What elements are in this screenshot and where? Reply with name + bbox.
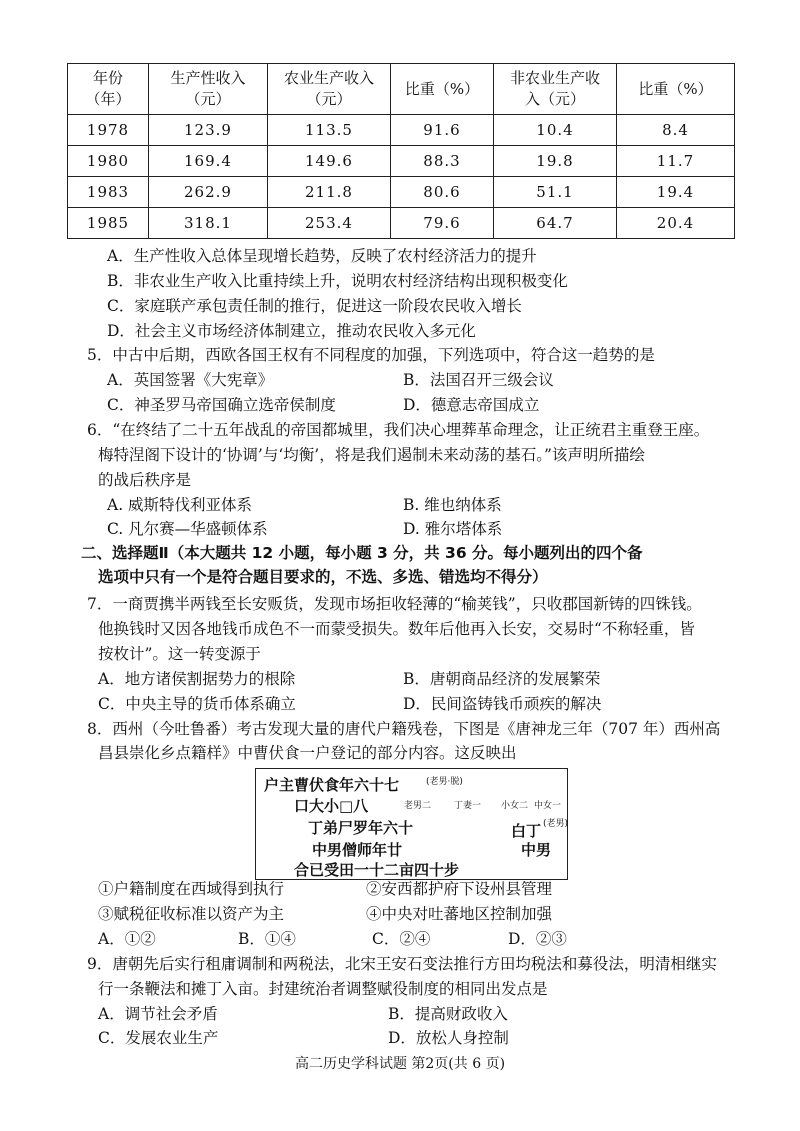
table-cell: 19.8 — [494, 146, 617, 177]
q8-option-c: C．②④ — [372, 930, 431, 948]
household-register-figure — [255, 768, 568, 880]
table-cell: 113.5 — [268, 115, 391, 146]
q8-option-b: B．①④ — [238, 930, 296, 948]
q6-stem-line-3: 的战后秩序是 — [98, 471, 192, 489]
table-cell: 11.7 — [617, 146, 735, 177]
q4-option-b: B．非农业生产收入比重持续上升，说明农村经济结构出现积极变化 — [107, 272, 568, 290]
table-cell: 318.1 — [149, 208, 268, 239]
q8-statement-1: ①户籍制度在西域得到执行 — [98, 880, 285, 898]
q8-option-a: A．①② — [98, 930, 156, 948]
register-householder: 户主曹伏食年六十七 — [264, 776, 400, 795]
table-row — [68, 208, 735, 239]
section-2-heading-line-1: 二、选择题Ⅱ（本大题共 12 小题，每小题 3 分，共 36 分。每小题列出的四个备 — [81, 544, 643, 562]
register-householder-note: (老男·脱) — [426, 777, 463, 788]
table-cell: 19.4 — [617, 177, 735, 208]
header-agri-share: 比重（%） — [391, 64, 494, 115]
register-note-old-men: 老男二 — [404, 801, 432, 812]
table-cell: 149.6 — [268, 146, 391, 177]
register-son: 中男僧师年廿 — [312, 840, 403, 859]
table-cell: 79.6 — [391, 208, 494, 239]
q8-stem-line-1: 8．西州（今吐鲁番）考古发现大量的唐代户籍残卷，下图是《唐神龙三年（707 年）西州高 — [87, 720, 721, 738]
q8-statement-3: ③赋税征收标准以资产为主 — [98, 905, 285, 923]
q7-stem-line-2: 他换钱时又因各地钱币成色不一而蒙受损失。数年后他再入长安，交易时“不称轻重，皆 — [98, 620, 695, 638]
register-brother-note: (老男) — [543, 819, 569, 830]
q6-option-a: A. 威斯特伐利亚体系 — [107, 496, 253, 514]
q9-option-d: D．放松人身控制 — [388, 1029, 509, 1047]
register-note-young-girls: 小女二 — [501, 801, 529, 812]
page-footer: 高二历史学科试题 第2页(共 6 页) — [294, 1056, 506, 1072]
q7-option-c: C．中央主导的货币体系确立 — [98, 695, 296, 713]
register-brother-status: 白丁 — [511, 821, 542, 840]
table-row — [68, 146, 735, 177]
q5-option-a: A．英国签署《大宪章》 — [107, 371, 274, 389]
header-productive-income: 生产性收入 （元） — [149, 64, 268, 115]
q9-stem-line-2: 行一条鞭法和摊丁入亩。封建统治者调整赋役制度的相同出发点是 — [98, 980, 548, 998]
q9-stem-line-1: 9．唐朝先后实行租庸调制和两税法，北宋王安石变法推行方田均税法和募役法，明清相继实 — [87, 955, 717, 973]
register-son-status: 中男 — [521, 840, 552, 859]
q6-option-c: C. 凡尔赛—华盛顿体系 — [107, 520, 268, 538]
table-cell: 10.4 — [494, 115, 617, 146]
register-note-middle-girl: 中女一 — [534, 801, 562, 812]
q9-option-a: A．调节社会矛盾 — [98, 1005, 218, 1023]
register-land-total: 合已受田一十二亩四十步 — [294, 861, 460, 880]
q5-stem: 5．中古中后期，西欧各国王权有不同程度的加强，下列选项中，符合这一趋势的是 — [87, 346, 655, 364]
q5-option-c: C．神圣罗马帝国确立选帝侯制度 — [107, 396, 336, 414]
q6-option-b: B. 维也纳体系 — [403, 496, 502, 514]
table-cell: 51.1 — [494, 177, 617, 208]
q8-option-d: D．②③ — [508, 930, 567, 948]
table-header-row — [68, 64, 735, 115]
q9-option-b: B．提高财政收入 — [388, 1005, 508, 1023]
income-table — [67, 63, 735, 239]
table-cell: 1980 — [68, 146, 149, 177]
table-cell: 1985 — [68, 208, 149, 239]
table-cell: 253.4 — [268, 208, 391, 239]
register-household-count: 口大小□八 — [294, 796, 369, 815]
table-cell: 20.4 — [617, 208, 735, 239]
q6-stem-line-1: 6．“在终结了二十五年战乱的帝国都城里，我们决心埋葬革命理念，让正统君主重登王座。 — [87, 421, 710, 439]
table-cell: 1978 — [68, 115, 149, 146]
table-cell: 91.6 — [391, 115, 494, 146]
q5-option-d: D．德意志帝国成立 — [403, 396, 540, 414]
table-cell: 123.9 — [149, 115, 268, 146]
table-row — [68, 177, 735, 208]
header-nonagri-income: 非农业生产收 入（元） — [494, 64, 617, 115]
register-brother: 丁弟尸罗年六十 — [308, 819, 414, 838]
q5-option-b: B．法国召开三级会议 — [403, 371, 554, 389]
table-cell: 80.6 — [391, 177, 494, 208]
table-cell: 88.3 — [391, 146, 494, 177]
q6-stem-line-2: 梅特涅阁下设计的‘协调’与‘均衡’，将是我们遏制未来动荡的基石。”该声明所描绘 — [98, 446, 645, 464]
q8-statement-2: ②安西都护府下设州县管理 — [366, 880, 553, 898]
header-nonagri-share: 比重（%） — [617, 64, 735, 115]
table-cell: 211.8 — [268, 177, 391, 208]
table-cell: 8.4 — [617, 115, 735, 146]
q9-option-c: C．发展农业生产 — [98, 1029, 219, 1047]
table-cell: 262.9 — [149, 177, 268, 208]
section-2-heading-line-2: 选项中只有一个是符合题目要求的，不选、多选、错选均不得分） — [98, 568, 548, 586]
q7-stem-line-1: 7．一商贾携半两钱至长安贩货，发现市场拒收轻薄的“榆荚钱”，只收郡国新铸的四铢钱。 — [87, 595, 702, 613]
register-note-wife: 丁妻一 — [454, 801, 482, 812]
table-row — [68, 115, 735, 146]
q7-option-a: A．地方诸侯割据势力的根除 — [98, 670, 296, 688]
q4-option-d: D．社会主义市场经济体制建立，推动农民收入多元化 — [107, 322, 476, 340]
q6-option-d: D. 雅尔塔体系 — [403, 520, 503, 538]
q4-option-c: C．家庭联产承包责任制的推行，促进这一阶段农民收入增长 — [107, 297, 522, 315]
q7-stem-line-3: 按枚计”。这一转变源于 — [98, 645, 261, 663]
header-year: 年份 （年） — [68, 64, 149, 115]
q4-option-a: A．生产性收入总体呈现增长趋势，反映了农村经济活力的提升 — [107, 247, 537, 265]
q8-statement-4: ④中央对吐蕃地区控制加强 — [366, 905, 553, 923]
table-cell: 1983 — [68, 177, 149, 208]
table-cell: 64.7 — [494, 208, 617, 239]
header-agri-income: 农业生产收入 （元） — [268, 64, 391, 115]
q8-stem-line-2: 昌县崇化乡点籍样》中曹伏食一户登记的部分内容。这反映出 — [98, 744, 517, 762]
table-cell: 169.4 — [149, 146, 268, 177]
q7-option-b: B．唐朝商品经济的发展繁荣 — [403, 670, 601, 688]
q7-option-d: D．民间盗铸钱币顽疾的解决 — [403, 695, 602, 713]
